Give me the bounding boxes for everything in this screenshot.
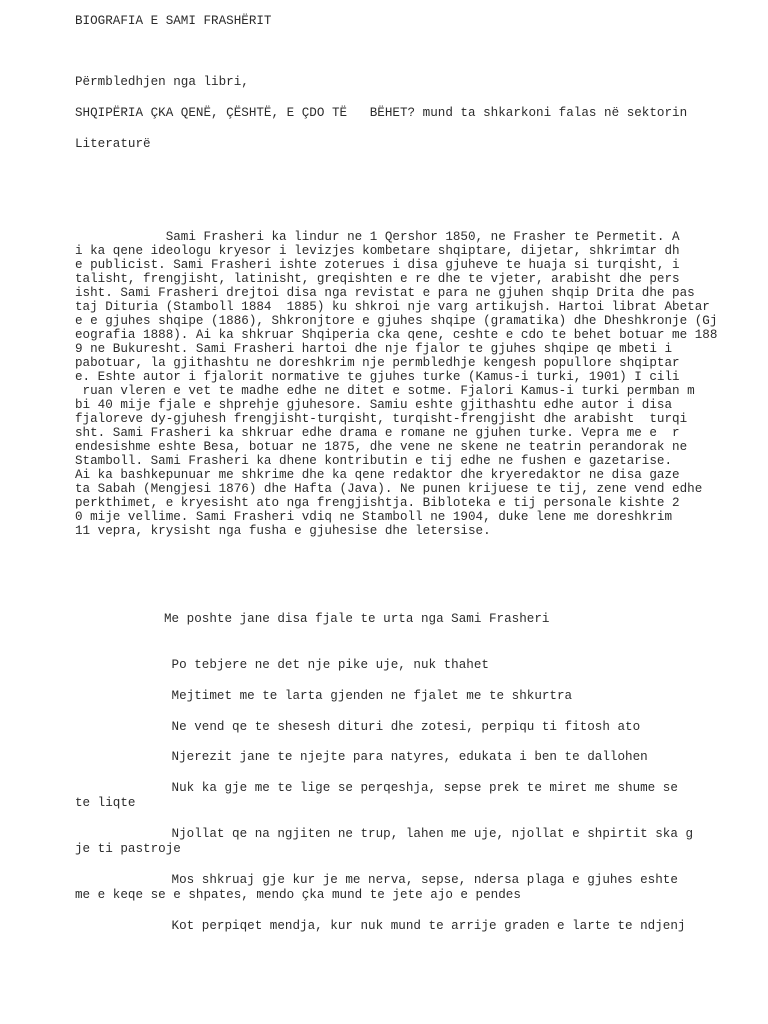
- biography-line: sht. Sami Frasheri ka shkruar edhe drama e romane ne gjuhen turke. Vepra me e r: [75, 426, 680, 440]
- biography-line: eografia 1888). Ai ka shkruar Shqiperia cka qene, ceshte e cdo te behet botuar me 188: [75, 328, 718, 342]
- intro-line-3: Literaturë: [75, 137, 151, 151]
- biography-line: Ai ka bashkepunuar me shkrime dhe ka qene redaktor dhe kryeredaktor ne disa gaze: [75, 468, 680, 482]
- biography-line: e e gjuhes shqipe (1886), Shkronjtore e gjuhes shqipe (gramatika) dhe Dheshkronje (Gj: [75, 314, 718, 328]
- biography-line: i ka qene ideologu kryesor i levizjes kombetare shqiptare, dijetar, shkrimtar dh: [75, 244, 680, 258]
- quote-item: Nuk ka gje me te lige se perqeshja, sepse prek te miret me shume se: [164, 781, 678, 795]
- biography-line: 0 mije vellime. Sami Frasheri vdiq ne Stamboll ne 1904, duke lene me doreshkrim: [75, 510, 673, 524]
- quotes-heading: Me poshte jane disa fjale te urta nga Sami Frasheri: [164, 612, 550, 626]
- biography-line: 11 vepra, krysisht nga fusha e gjuhesise dhe letersise.: [75, 524, 491, 538]
- biography-line: Sami Frasheri ka lindur ne 1 Qershor 1850, ne Frasher te Permetit. A: [75, 230, 680, 244]
- biography-line: perkthimet, e kryesisht ato nga frengjishtja. Bibloteka e tij personale kishte 2: [75, 496, 680, 510]
- biography-line: e publicist. Sami Frasheri ishte zoterues i disa gjuheve te huaja si turqisht, i: [75, 258, 680, 272]
- intro-line-2: SHQIPËRIA ÇKA QENË, ÇËSHTË, E ÇDO TË BËHET? mund ta shkarkoni falas në sektorin: [75, 106, 688, 120]
- biography-line: talisht, frengjisht, latinisht, greqishten e re dhe te vjeter, arabisht dhe pers: [75, 272, 680, 286]
- biography-line: ta Sabah (Mengjesi 1876) dhe Hafta (Java). Ne punen krijuese te tij, zene vend edhe: [75, 482, 703, 496]
- quote-item-continuation: je ti pastroje: [75, 842, 181, 856]
- biography-line: pabotuar, la gjithashtu ne doreshkrim nje permbledhje kengesh popullore shqiptar: [75, 356, 680, 370]
- quote-item: Po tebjere ne det nje pike uje, nuk thahet: [164, 658, 489, 672]
- biography-line: e. Eshte autor i fjalorit normative te gjuhes turke (Kamus-i turki, 1901) I cili: [75, 370, 680, 384]
- biography-line: fjaloreve dy-gjuhesh frengjisht-turqisht, turqisht-frengjisht dhe arabisht turqi: [75, 412, 688, 426]
- quote-item: Mejtimet me te larta gjenden ne fjalet me te shkurtra: [164, 689, 573, 703]
- document-title: BIOGRAFIA E SAMI FRASHËRIT: [75, 14, 272, 28]
- biography-line: taj Dituria (Stamboll 1884 1885) ku shkroi nje varg artikujsh. Hartoi librat Abetar: [75, 300, 710, 314]
- intro-line-1: Përmbledhjen nga libri,: [75, 75, 249, 89]
- quote-item-continuation: me e keqe se e shpates, mendo çka mund te jete ajo e pendes: [75, 888, 521, 902]
- biography-line: Stamboll. Sami Frasheri ka dhene kontributin e tij edhe ne fushen e gazetarise.: [75, 454, 673, 468]
- biography-line: endesishme eshte Besa, botuar ne 1875, dhe vene ne skene ne teatrin perandorak ne: [75, 440, 688, 454]
- biography-line: ruan vleren e vet te madhe edhe ne ditet e sotme. Fjalori Kamus-i turki permban m: [75, 384, 695, 398]
- biography-line: bi 40 mije fjale e shprehje gjuhesore. Samiu eshte gjithashtu edhe autor i disa: [75, 398, 673, 412]
- quote-item: Mos shkruaj gje kur je me nerva, sepse, ndersa plaga e gjuhes eshte: [164, 873, 678, 887]
- biography-line: 9 ne Bukuresht. Sami Frasheri hartoi dhe nje fjalor te gjuhes shqipe qe mbeti i: [75, 342, 673, 356]
- quote-item-continuation: te liqte: [75, 796, 136, 810]
- quote-item: Njerezit jane te njejte para natyres, edukata i ben te dallohen: [164, 750, 648, 764]
- biography-line: isht. Sami Frasheri drejtoi disa nga revistat e para ne gjuhen shqip Drita dhe pas: [75, 286, 695, 300]
- quote-item: Kot perpiqet mendja, kur nuk mund te arrije graden e larte te ndjenj: [164, 919, 686, 933]
- quote-item: Ne vend qe te shesesh dituri dhe zotesi, perpiqu ti fitosh ato: [164, 720, 641, 734]
- quote-item: Njollat qe na ngjiten ne trup, lahen me uje, njollat e shpirtit ska g: [164, 827, 694, 841]
